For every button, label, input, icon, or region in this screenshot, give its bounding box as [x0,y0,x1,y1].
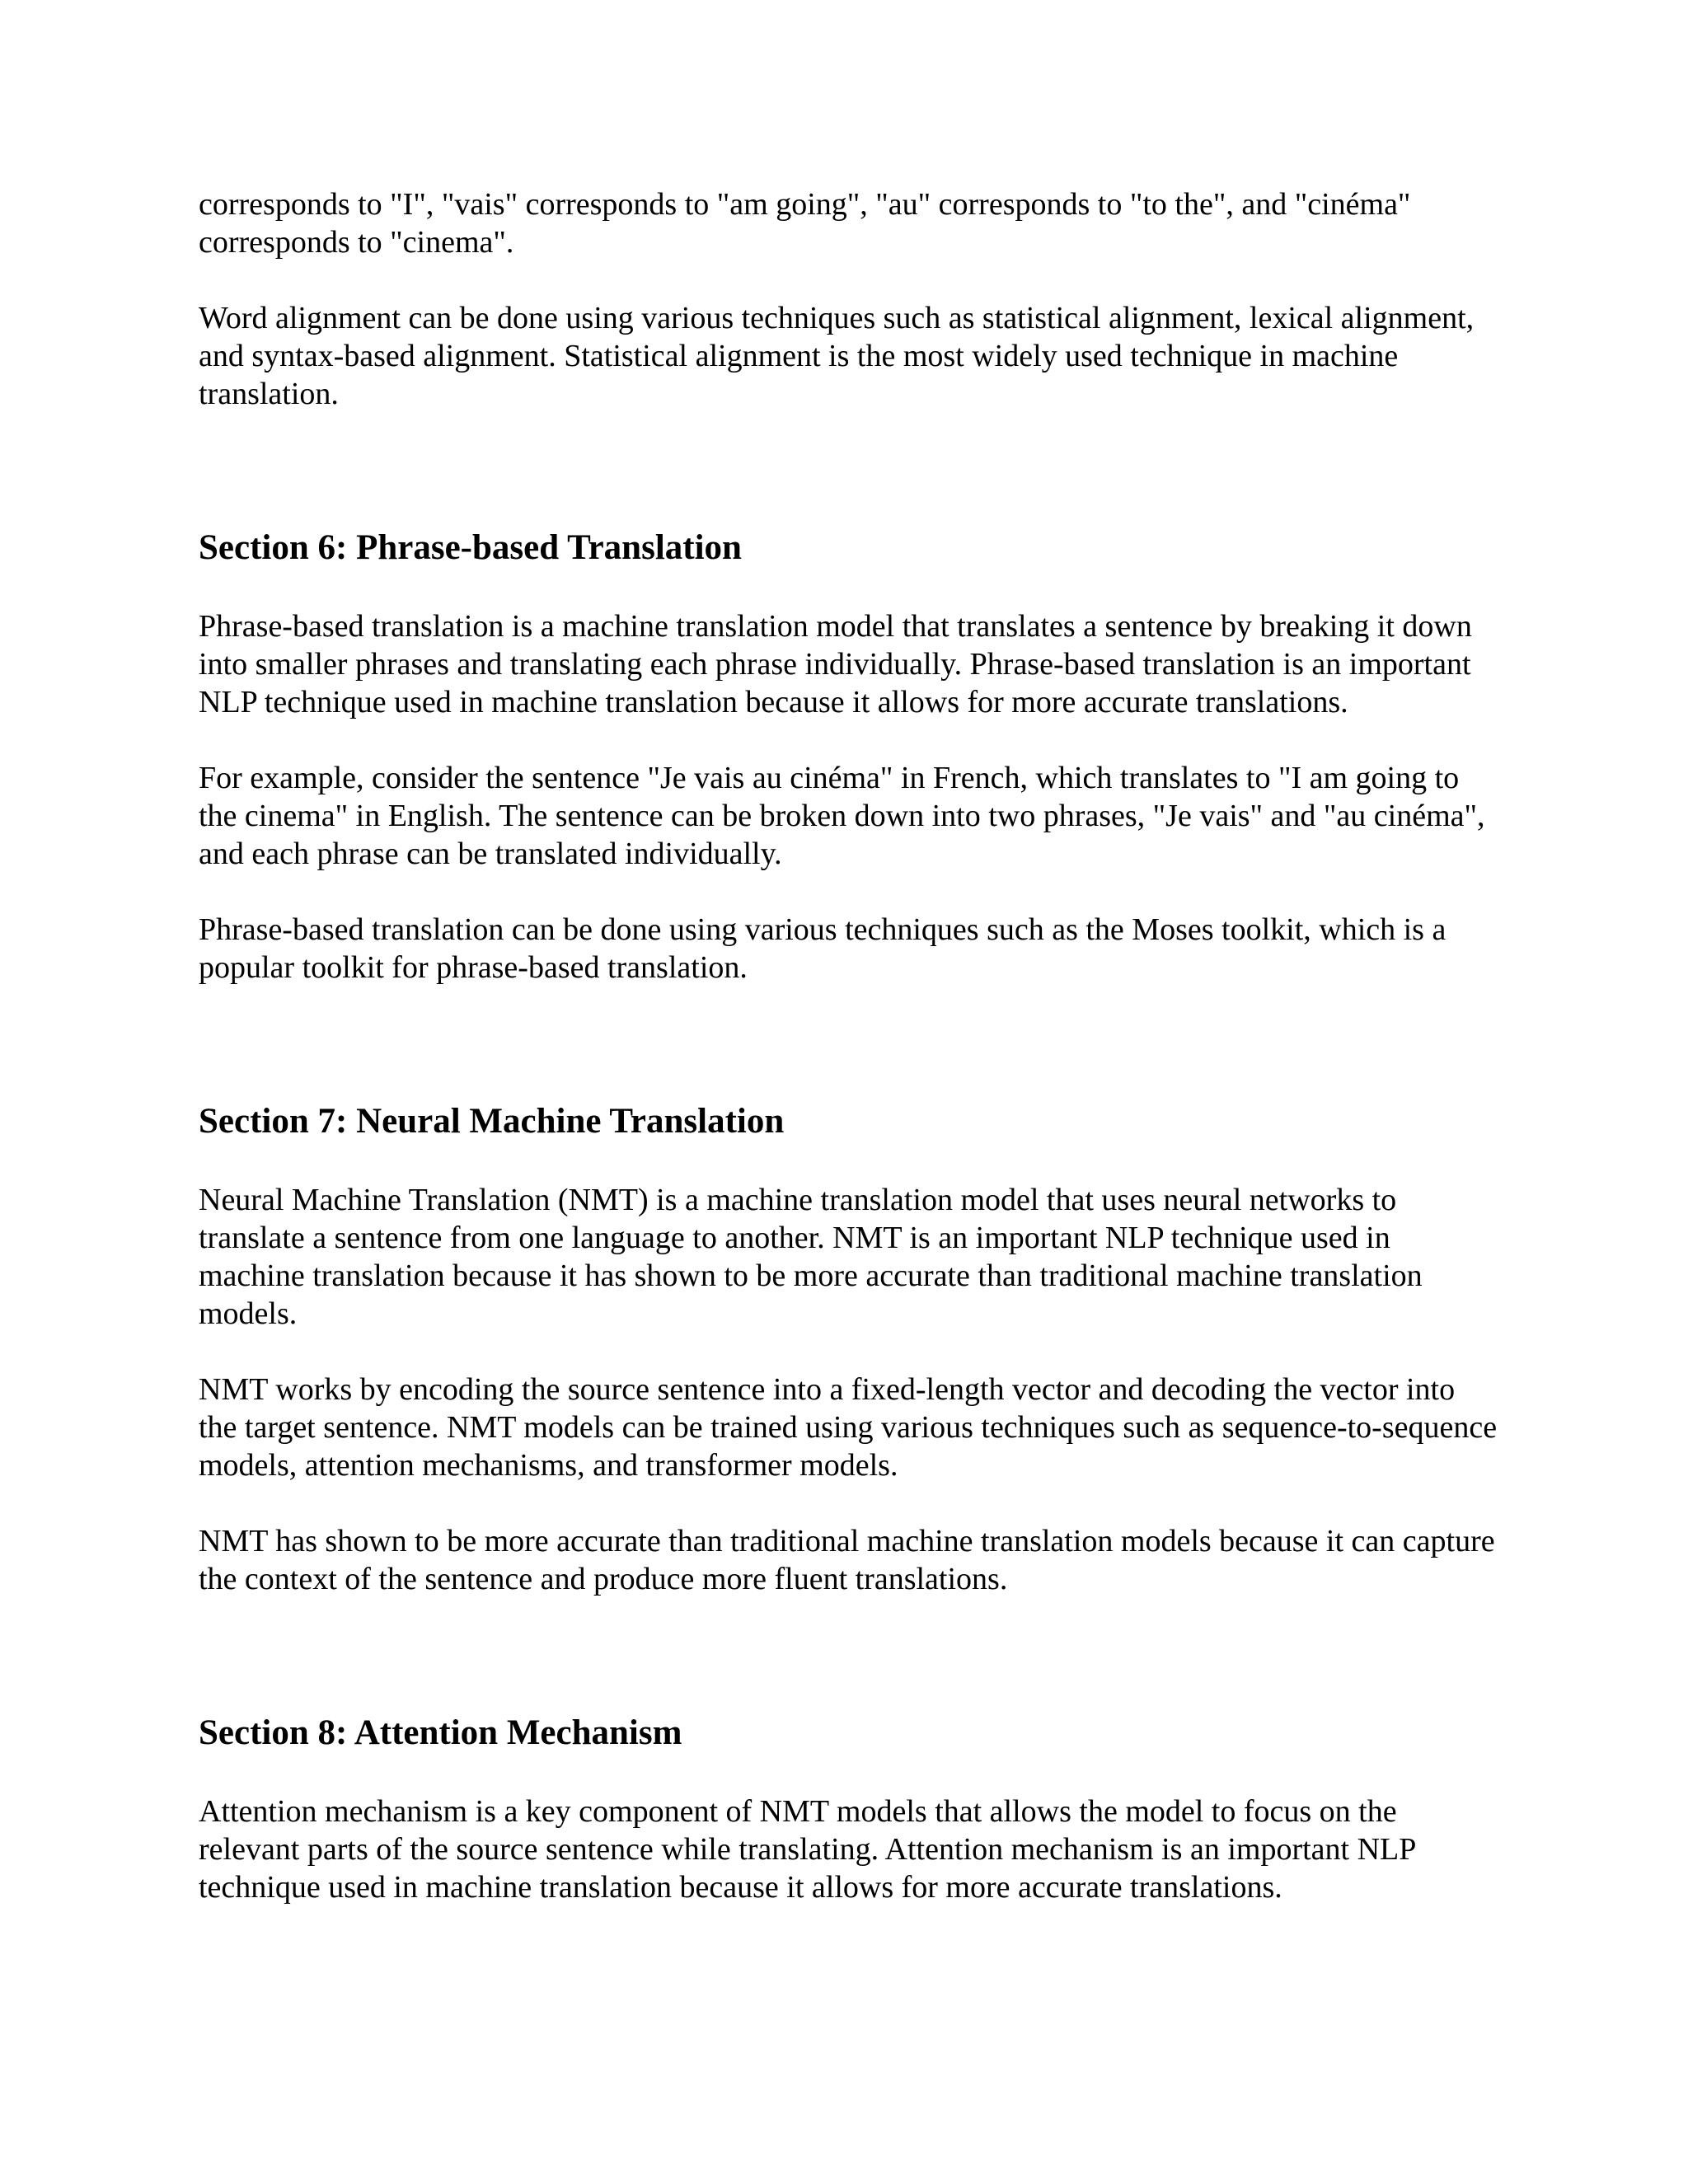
section-6-heading: Section 6: Phrase-based Translation [199,528,742,567]
document-content [199,185,1501,1906]
section-7-paragraph-2: NMT works by encoding the source sentence into a fixed-length vector and decoding the vector into the target sentence. NMT models can be trained using various techniques such as sequence-to-sequence models, attention mechanisms, and transformer models. [199,1372,1498,1483]
section-6-paragraph-2: For example, consider the sentence "Je vais au cinéma" in French, which translates to "I am going to the cinema" in English. The sentence can be broken down into two phrases, "Je vais" and "au cinéma", and each phrase can be translated individually. [199,761,1485,871]
section-8-heading: Section 8: Attention Mechanism [199,1713,682,1752]
section-6-paragraph-1: Phrase-based translation is a machine translation model that translates a sentence by breaking it down into smaller phrases and translating each phrase individually. Phrase-based translation is an important NLP technique used in machine translation because it allows for more accurate translations. [199,609,1472,719]
section-8-paragraph-1: Attention mechanism is a key component of NMT models that allows the model to focus on the relevant parts of the source sentence while translating. Attention mechanism is an important NLP technique used in machine translation because it allows for more accurate translations. [199,1794,1415,1905]
section-6-paragraph-3: Phrase-based translation can be done using various techniques such as the Moses toolkit, which is a popular toolkit for phrase-based translation. [199,912,1447,985]
section-7-paragraph-1: Neural Machine Translation (NMT) is a machine translation model that uses neural networks to translate a sentence from one language to another. NMT is an important NLP technique used in machine translation because it has shown to be more accurate than traditional machine translation models. [199,1183,1423,1331]
section-7-heading: Section 7: Neural Machine Translation [199,1102,785,1141]
intro-paragraph-1: corresponds to "I", "vais" corresponds to "am going", "au" corresponds to "to the", and "cinéma" corresponds to "cinema". [199,187,1411,260]
section-7-paragraph-3: NMT has shown to be more accurate than traditional machine translation models because it can capture the context of the sentence and produce more fluent translations. [199,1524,1495,1596]
intro-paragraph-2: Word alignment can be done using various techniques such as statistical alignment, lexical alignment, and syntax-based alignment. Statistical alignment is the most widely used technique in machine translation. [199,301,1475,411]
